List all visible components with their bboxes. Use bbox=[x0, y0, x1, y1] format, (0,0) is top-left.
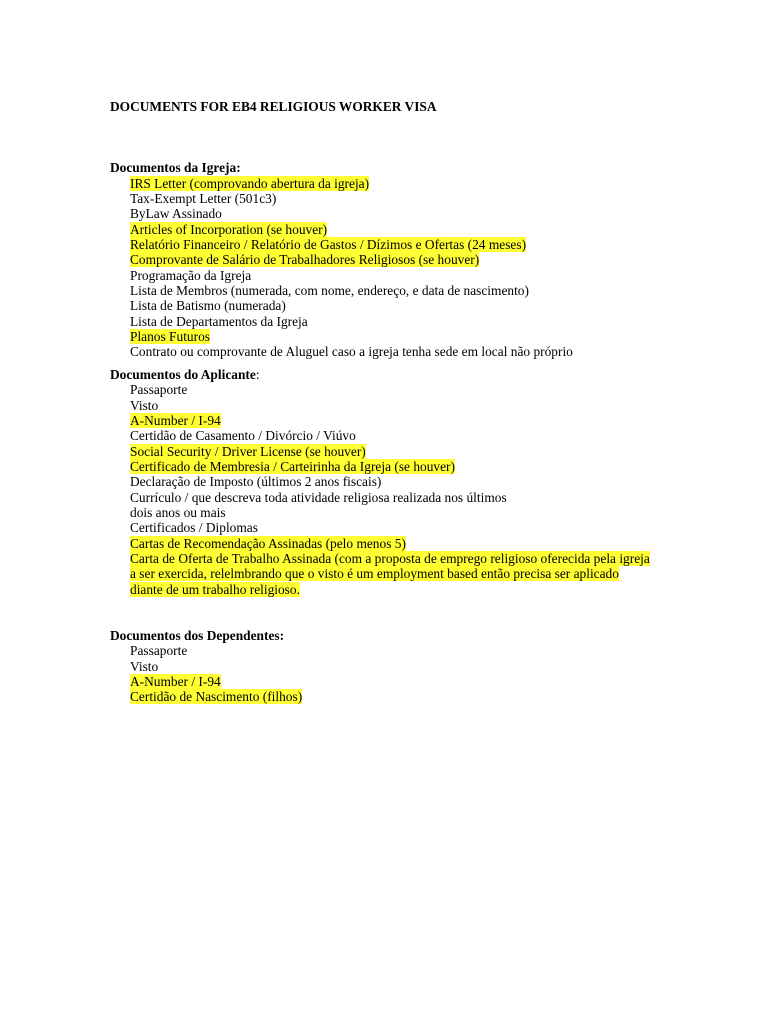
section-applicant-documents bbox=[110, 367, 670, 597]
item-text: Comprovante de Salário de Trabalhadores Religiosos (se houver) bbox=[130, 252, 480, 268]
list-item bbox=[130, 689, 670, 704]
applicant-documents-list bbox=[110, 382, 670, 597]
list-item bbox=[130, 344, 670, 359]
list-item bbox=[130, 536, 670, 551]
list-item bbox=[130, 176, 670, 191]
item-text: dois anos ou mais bbox=[130, 504, 226, 520]
item-text: Planos Futuros bbox=[130, 329, 210, 345]
list-item bbox=[130, 382, 670, 397]
list-item bbox=[130, 252, 670, 267]
item-text: Visto bbox=[130, 658, 159, 674]
item-text: A-Number / I-94 bbox=[130, 412, 221, 428]
section-heading-text: Documentos do Aplicante bbox=[110, 366, 256, 382]
section-heading bbox=[110, 367, 670, 382]
section-heading: Documentos da Igreja: bbox=[110, 160, 241, 176]
list-item bbox=[130, 474, 670, 489]
list-item bbox=[130, 444, 670, 459]
item-text: Contrato ou comprovante de Aluguel caso a igreja tenha sede em local não próprio bbox=[130, 344, 573, 360]
list-item bbox=[130, 398, 670, 413]
dependents-documents-list bbox=[110, 643, 670, 704]
list-item bbox=[130, 206, 670, 221]
item-text: Declaração de Imposto (últimos 2 anos fiscais) bbox=[130, 474, 382, 490]
list-item bbox=[130, 191, 670, 206]
list-item bbox=[130, 268, 670, 283]
list-item bbox=[130, 413, 670, 428]
section-dependents-documents bbox=[110, 628, 670, 705]
church-documents-list bbox=[110, 176, 670, 360]
list-item bbox=[130, 298, 670, 313]
item-text: Carta de Oferta de Trabalho Assinada (com a proposta de emprego religioso oferecida pela igreja a ser exercida, relelmbrando que o visto é um employment based então precisa ser aplicado diante de um trabalho religioso. bbox=[130, 550, 650, 597]
list-item bbox=[130, 659, 670, 674]
list-item bbox=[130, 314, 670, 329]
item-text: Passaporte bbox=[130, 382, 188, 398]
section-heading: Documentos dos Dependentes: bbox=[110, 627, 285, 643]
document-page bbox=[110, 99, 670, 705]
list-item bbox=[130, 505, 670, 520]
list-item bbox=[130, 520, 670, 535]
list-item bbox=[130, 674, 670, 689]
list-item bbox=[130, 283, 670, 298]
list-item bbox=[130, 222, 670, 237]
item-text: IRS Letter (comprovando abertura da igreja) bbox=[130, 175, 370, 191]
item-text: Relatório Financeiro / Relatório de Gastos / Dízimos e Ofertas (24 meses) bbox=[130, 237, 527, 253]
list-item bbox=[130, 459, 670, 474]
list-item bbox=[130, 490, 670, 505]
item-text: Passaporte bbox=[130, 643, 188, 659]
item-text: Visto bbox=[130, 397, 159, 413]
item-text: Certificado de Membresia / Carteirinha da Igreja (se houver) bbox=[130, 458, 455, 474]
item-text: Lista de Batismo (numerada) bbox=[130, 298, 286, 314]
list-item bbox=[130, 329, 670, 344]
list-item bbox=[130, 428, 670, 443]
item-text: Programação da Igreja bbox=[130, 267, 252, 283]
item-text: Certidão de Casamento / Divórcio / Viúvo bbox=[130, 428, 356, 444]
item-text: Certificados / Diplomas bbox=[130, 520, 258, 536]
item-text: A-Number / I-94 bbox=[130, 674, 221, 689]
document-title: DOCUMENTS FOR EB4 RELIGIOUS WORKER VISA bbox=[110, 99, 437, 114]
list-item bbox=[130, 643, 670, 658]
item-text: Articles of Incorporation (se houver) bbox=[130, 221, 328, 237]
item-text: Social Security / Driver License (se houver) bbox=[130, 443, 366, 459]
item-text: Currículo / que descreva toda atividade religiosa realizada nos últimos bbox=[130, 489, 507, 505]
section-heading-colon: : bbox=[255, 366, 260, 382]
list-item bbox=[130, 551, 650, 597]
item-text: Tax-Exempt Letter (501c3) bbox=[130, 191, 277, 207]
section-church-documents bbox=[110, 160, 670, 359]
item-text: ByLaw Assinado bbox=[130, 206, 222, 222]
item-text: Cartas de Recomendação Assinadas (pelo menos 5) bbox=[130, 535, 406, 551]
list-item bbox=[130, 237, 670, 252]
item-text: Lista de Membros (numerada, com nome, endereço, e data de nascimento) bbox=[130, 283, 529, 299]
item-text: Lista de Departamentos da Igreja bbox=[130, 313, 308, 329]
item-text: Certidão de Nascimento (filhos) bbox=[130, 689, 303, 705]
